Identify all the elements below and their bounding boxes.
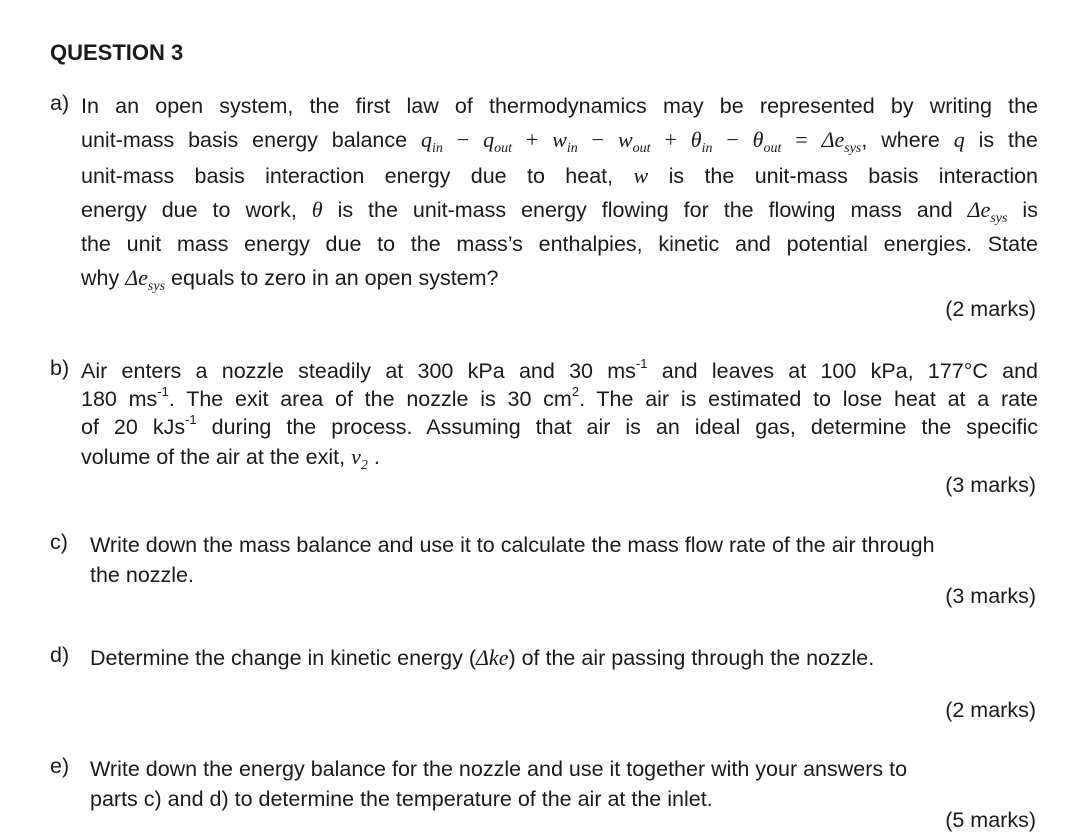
symbol-theta: θ: [311, 197, 323, 222]
part-a-text: [81, 91, 1038, 297]
symbol-q: q: [953, 127, 965, 152]
part-a-marks: (2 marks): [945, 297, 1036, 321]
part-a-line-5: the unit mass energy due to the mass’s enthalpies, kinetic and potential energies. State: [81, 232, 1038, 256]
part-d-text: [90, 643, 1038, 677]
part-e-text: [90, 754, 1038, 818]
part-b-line-4: volume of the air at the exit, $v_2$ .: [81, 444, 380, 473]
part-a-line-1: In an open system, the first law of thermodynamics may be represented by writing the: [81, 94, 1038, 118]
symbol-delta-e-sys: $\Delta e_{sys}$: [967, 197, 1008, 226]
question-title: QUESTION 3: [50, 40, 184, 65]
part-a-line-4: energy due to work, θ is the unit-mass energy flowing for the flowing mass and $\Delta e_{sys}$ is: [81, 197, 1038, 226]
part-b-line-2: 180 $ms^{-1}$. The exit area of the nozzle is 30 $cm^2$. The air is estimated to lose heat at a rate: [81, 384, 1039, 411]
part-b-marks: (3 marks): [945, 473, 1036, 497]
part-b-line-3: of 20 kJs$^{-1}$ during the process. Assuming that air is an ideal gas, determine the specific: [81, 412, 1038, 439]
part-e-line-2: parts c) and d) to determine the temperature of the air at the inlet.: [90, 787, 713, 811]
part-c-label: c): [50, 530, 68, 554]
part-a-line-2: unit-mass basis energy balance $q_{in} - q_{out} + w_{in} - w_{out} + \theta_{in} - \theta_{out} = \Delta e_{sys}$, where q is the: [81, 127, 1038, 156]
part-c-line-2: the nozzle.: [90, 563, 194, 587]
part-a-line-3: unit-mass basis interaction energy due to heat, w is the unit-mass basis interaction: [81, 163, 1039, 188]
part-a-label: a): [50, 91, 70, 115]
part-c-text: [90, 530, 1038, 594]
part-d-marks: (2 marks): [945, 698, 1036, 722]
part-e-line-1: Write down the energy balance for the nozzle and use it together with your answers to: [90, 757, 908, 781]
symbol-delta-e-sys-2: $\Delta e_{sys}$: [125, 265, 166, 294]
part-e-marks: (5 marks): [945, 808, 1036, 832]
symbol-delta-ke: Δke: [476, 645, 509, 670]
part-c-marks: (3 marks): [945, 584, 1036, 608]
energy-balance-equation: $q_{in} - q_{out} + w_{in} - w_{out} + \theta_{in} - \theta_{out} = \Delta e_{sys}$: [421, 127, 862, 156]
part-b-label: b): [50, 356, 70, 380]
part-c-line-1: Write down the mass balance and use it to calculate the mass flow rate of the air through: [90, 533, 935, 557]
part-b-text: [81, 356, 1038, 476]
part-a-line-6: why $\Delta e_{sys}$ equals to zero in an open system?: [81, 265, 499, 294]
part-e-label: e): [50, 754, 70, 778]
part-d-label: d): [50, 643, 70, 667]
symbol-v2: $v_2$: [351, 444, 368, 473]
part-b-line-1: Air enters a nozzle steadily at 300 kPa and 30 $ms^{-1}$ and leaves at 100 kPa, 177°C and: [81, 356, 1038, 383]
part-d-line-1: Determine the change in kinetic energy (Δke) of the air passing through the nozzle.: [90, 645, 875, 670]
symbol-w: w: [633, 163, 649, 188]
